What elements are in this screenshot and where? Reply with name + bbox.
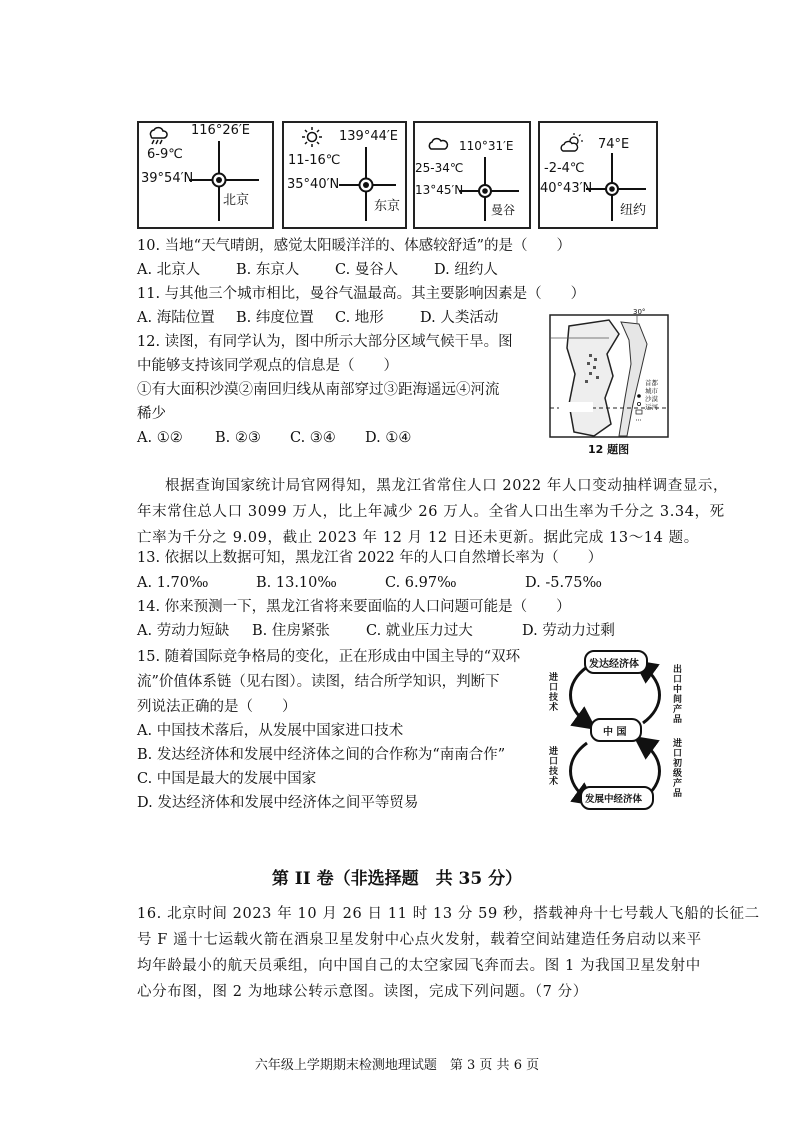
city-name: 曼谷 <box>491 203 516 217</box>
q15-option-a[interactable]: A. 中国技术落后，从发展中国家进口技术 <box>137 723 404 739</box>
node-china: 中 国 <box>603 727 627 738</box>
q15-option-b[interactable]: B. 发达经济体和发展中经济体之间的合作称为“南南合作” <box>137 747 506 763</box>
passage-line2: 年末常住总人口 3099 万人，比上年减少 26 万人。全省人口出生率为千分之 3.34，死 <box>137 504 725 520</box>
question-12-stem-line2: 中能够支持该同学观点的信息是（ ） <box>137 358 398 374</box>
q11-option-b[interactable]: B. 纬度位置 <box>236 310 314 326</box>
city-latitude: 35°40′N <box>287 177 340 192</box>
question-12-stem-line3: ①有大面积沙漠②南回归线从南部穿过③距海遥远④河流 <box>137 382 500 398</box>
dual-circulation-diagram <box>547 643 687 815</box>
city-name: 纽约 <box>620 203 647 218</box>
city-box-beijing <box>137 121 274 229</box>
question-10-stem: 10. 当地“天气晴朗，感觉太阳暖洋洋的、体感较舒适”的是（ ） <box>137 238 571 254</box>
q13-option-b[interactable]: B. 13.10‰ <box>256 575 337 591</box>
q10-option-a[interactable]: A. 北京人 <box>137 262 201 278</box>
label-import-primary: 进口初级产品 <box>673 739 683 799</box>
passage-line3: 亡率为千分之 9.09，截止 2023 年 12 月 12 日还未更新。据此完成 13～14 题。 <box>137 530 699 546</box>
city-temperature: 6-9℃ <box>147 147 183 162</box>
map-legend-desert: 沙漠 <box>645 395 658 403</box>
city-longitude: 139°44′E <box>339 129 399 144</box>
node-developed-economies: 发达经济体 <box>589 659 639 670</box>
q12-region-map <box>549 308 669 438</box>
question-14-stem: 14. 你来预测一下，黑龙江省将来要面临的人口问题可能是（ ） <box>137 599 571 615</box>
city-latitude: 40°43′N <box>540 181 593 196</box>
q13-option-d[interactable]: D. -5.75‰ <box>525 575 602 591</box>
question-15-stem-line1: 15. 随着国际竞争格局的变化，正在形成由中国主导的“双环 <box>137 649 521 665</box>
q10-option-c[interactable]: C. 曼谷人 <box>335 262 399 278</box>
node-developing-economies: 发展中经济体 <box>585 794 643 805</box>
section-2-title: 第 II 卷（非选择题 共 35 分） <box>271 869 523 889</box>
city-box-newyork <box>538 121 658 229</box>
city-latitude: 39°54′N <box>141 171 194 186</box>
q11-option-d[interactable]: D. 人类活动 <box>420 310 499 326</box>
q13-option-c[interactable]: C. 6.97‰ <box>385 575 457 591</box>
city-longitude: 74°E <box>598 137 630 152</box>
city-name: 北京 <box>223 193 250 208</box>
q15-option-d[interactable]: D. 发达经济体和发展中经济体之间平等贸易 <box>137 795 419 811</box>
q12-option-c[interactable]: C. ③④ <box>290 430 336 446</box>
label-import-technology-top: 进口技术 <box>549 673 559 713</box>
city-longitude: 116°26′E <box>191 123 251 138</box>
q12-option-b[interactable]: B. ②③ <box>215 430 261 446</box>
city-longitude: 110°31′E <box>459 139 514 153</box>
question-16-line1: 16. 北京时间 2023 年 10 月 26 日 11 时 13 分 59 秒，搭载神舟十七号载人飞船的长征二 <box>137 906 760 922</box>
q11-option-c[interactable]: C. 地形 <box>335 310 384 326</box>
city-name: 东京 <box>374 199 401 214</box>
map-legend-city: 城市 <box>645 387 658 395</box>
question-15-stem-line2: 流”价值体系链（见右图）。读图，结合所学知识，判断下 <box>137 674 500 690</box>
q14-option-b[interactable]: B. 住房紧张 <box>252 623 330 639</box>
city-temperature: -2-4℃ <box>544 161 585 176</box>
q12-option-d[interactable]: D. ①④ <box>365 430 412 446</box>
question-16-line3: 均年龄最小的航天员乘组，向中国自己的太空家园飞奔而去。图 1 为我国卫星发射中 <box>137 958 701 974</box>
city-temperature: 11-16℃ <box>288 153 341 168</box>
passage-line1: 根据查询国家统计局官网得知，黑龙江省常住人口 2022 年人口变动抽样调查显示， <box>165 478 729 494</box>
question-11-stem: 11. 与其他三个城市相比，曼谷气温最高。其主要影响因素是（ ） <box>137 286 586 302</box>
question-12-stem-line1: 12. 读图，有同学认为，图中所示大部分区域气候干旱。图 <box>137 334 513 350</box>
city-latitude: 13°45′N <box>415 183 464 197</box>
label-import-technology-bottom: 进口技术 <box>549 747 559 787</box>
q14-option-d[interactable]: D. 劳动力过剩 <box>522 623 615 639</box>
q12-map-caption: 12 题图 <box>588 443 630 456</box>
map-legend-canal: 运河 <box>645 403 658 411</box>
page-footer: 六年级上学期期末检测地理试题 第 3 页 共 6 页 <box>254 1058 540 1073</box>
q11-option-a[interactable]: A. 海陆位置 <box>137 310 215 326</box>
map-latitude-label: 30° <box>633 308 646 316</box>
question-15-stem-line3: 列说法正确的是（ ） <box>137 699 297 715</box>
city-box-bangkok <box>413 121 531 229</box>
question-16-line4: 心分布图，图 2 为地球公转示意图。读图，完成下列问题。（7 分） <box>137 984 588 1000</box>
question-13-stem: 13. 依据以上数据可知，黑龙江省 2022 年的人口自然增长率为（ ） <box>137 550 603 566</box>
q10-option-b[interactable]: B. 东京人 <box>236 262 300 278</box>
question-16-line2: 号 F 遥十七运载火箭在酒泉卫星发射中心点火发射，载着空间站建造任务启动以来平 <box>137 932 702 948</box>
city-box-tokyo <box>282 121 407 229</box>
q12-option-a[interactable]: A. ①② <box>137 430 183 446</box>
q10-option-d[interactable]: D. 纽约人 <box>434 262 498 278</box>
q14-option-a[interactable]: A. 劳动力短缺 <box>137 623 230 639</box>
map-legend-capital: 首都 <box>645 379 658 387</box>
q13-option-a[interactable]: A. 1.70‰ <box>137 575 209 591</box>
city-temperature: 25-34℃ <box>415 161 464 175</box>
label-export-intermediate: 出口中间产品 <box>673 665 683 725</box>
question-12-stem-line4: 稀少 <box>137 406 166 422</box>
q15-option-c[interactable]: C. 中国是最大的发展中国家 <box>137 771 317 787</box>
q14-option-c[interactable]: C. 就业压力过大 <box>366 623 473 639</box>
